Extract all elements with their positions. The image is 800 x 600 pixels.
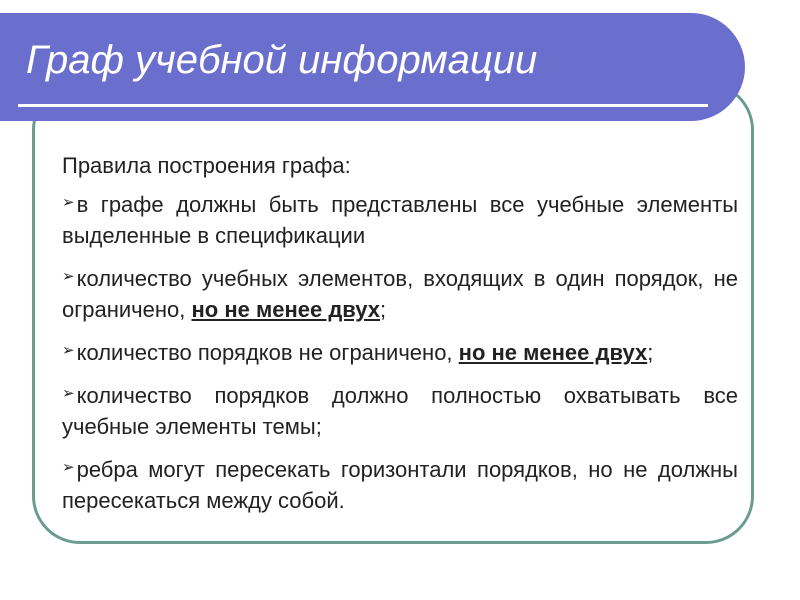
intro-text: Правила построения графа: xyxy=(62,153,351,178)
rule-text: количество порядков не ограничено, xyxy=(76,340,459,365)
rule-text: ребра могут пересекать горизонтали порядков, но не должны пересекаться между собой. xyxy=(62,457,738,513)
rule-text: в графе должны быть представлены все учебные элементы выделенные в спецификации xyxy=(62,192,738,248)
slide-body xyxy=(62,150,738,526)
rule-tail: ; xyxy=(647,340,654,365)
arrow-bullet-icon: ➢ xyxy=(62,268,75,285)
rule-item xyxy=(62,261,738,325)
rule-item xyxy=(62,452,738,516)
rule-text: количество учебных элементов, входящих в один порядок, не ограничено, xyxy=(62,266,738,322)
rule-tail: ; xyxy=(380,297,387,322)
rule-item xyxy=(62,187,738,251)
arrow-bullet-icon: ➢ xyxy=(62,459,75,476)
rules-list xyxy=(62,187,738,516)
rule-item xyxy=(62,335,738,368)
rule-text: количество порядков должно полностью охватывать все учебные элементы темы; xyxy=(62,383,738,439)
arrow-bullet-icon: ➢ xyxy=(62,342,75,359)
rule-emphasis: но не менее двух xyxy=(458,340,648,365)
rule-item xyxy=(62,378,738,442)
title-underline xyxy=(18,104,708,107)
arrow-bullet-icon: ➢ xyxy=(62,385,75,402)
rule-emphasis: но не менее двух xyxy=(191,297,381,322)
slide-title: Граф учебной информации xyxy=(26,38,538,82)
arrow-bullet-icon: ➢ xyxy=(62,194,75,211)
